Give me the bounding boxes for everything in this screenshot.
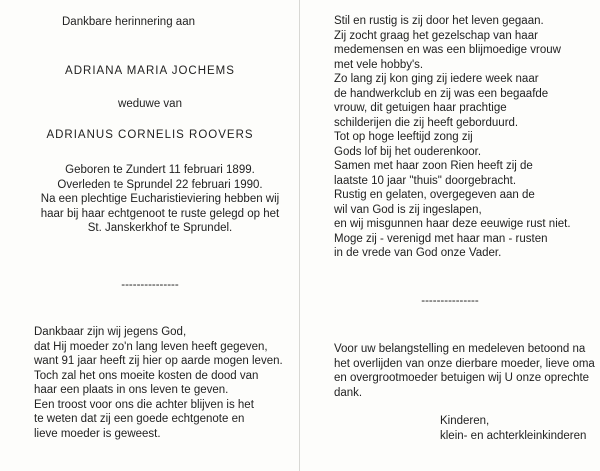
left-divider: --------------- bbox=[121, 279, 179, 291]
intro-text: Dankbare herinnering aan bbox=[62, 16, 195, 28]
verse-line: medemensen en was een blijmoedige vrouw bbox=[334, 44, 561, 56]
verse-line: Samen met haar zoon Rien heeft zij de bbox=[334, 160, 533, 172]
right-divider: --------------- bbox=[421, 295, 479, 307]
signature-line: klein- en achterkleinkinderen bbox=[440, 429, 587, 442]
thanks-block bbox=[334, 342, 595, 400]
verse-line: de handwerkclub en zij was een begaafde bbox=[334, 87, 549, 100]
verse-block bbox=[334, 14, 571, 261]
verse-line: Gods lof bij het ouderenkoor. bbox=[334, 145, 482, 158]
thanks-line: Voor uw belangstelling en medeleven betoond na bbox=[334, 343, 586, 355]
poem-line: Dankbaar zijn wij jegens God, bbox=[34, 326, 187, 338]
widow-of-text: weduwe van bbox=[118, 98, 182, 110]
verse-line: Zij zocht graag het gezelschap van haar bbox=[334, 29, 538, 42]
bio-line: Geboren te Zundert 11 februari 1899. bbox=[65, 164, 255, 176]
verse-line: Moge zij - verenigd met haar man - rusten bbox=[334, 232, 548, 245]
thanks-line: en overgrootmoeder betuigen wij U onze oprechte bbox=[334, 372, 590, 384]
poem-line: Toch zal het ons moeite kosten de dood van bbox=[34, 369, 259, 382]
verse-line: in de vrede van God onze Vader. bbox=[334, 247, 502, 259]
spouse-name: ADRIANUS CORNELIS ROOVERS bbox=[46, 129, 254, 141]
thanks-line: dank. bbox=[334, 386, 363, 399]
bio-line: Overleden te Sprundel 22 februari 1990. bbox=[57, 178, 263, 191]
bio-line: haar bij haar echtgenoot te ruste gelegd op het bbox=[40, 207, 280, 220]
verse-line: wil van God is zij ingeslapen, bbox=[334, 203, 482, 216]
verse-line: schilderijen die zij heeft geborduurd. bbox=[334, 116, 519, 129]
verse-line: Stil en rustig is zij door het leven gegaan. bbox=[334, 15, 544, 27]
verse-line: met vele hobby's. bbox=[334, 58, 424, 71]
bio-line: Na een plechtige Eucharistieviering hebben wij bbox=[40, 193, 280, 205]
poem-line: want 91 jaar heeft zij hier op aarde mogen leven. bbox=[34, 355, 283, 367]
thanks-line: het overlijden van onze dierbare moeder, lieve oma bbox=[334, 357, 595, 370]
verse-line: laatste 10 jaar "thuis" doorgebracht. bbox=[334, 174, 517, 187]
verse-line: vrouw, dit getuigen haar prachtige bbox=[334, 102, 507, 114]
poem-line: dat Hij moeder zo'n lang leven heeft gegeven, bbox=[34, 340, 268, 353]
deceased-name: ADRIANA MARIA JOCHEMS bbox=[65, 65, 235, 77]
bio-line: St. Janskerkhof te Sprundel. bbox=[87, 222, 233, 234]
signature-line: Kinderen, bbox=[440, 415, 490, 427]
verse-line: Zo lang zij kon ging zij iedere week naar bbox=[334, 73, 539, 85]
poem-line: haar een plaats in ons leven te geven. bbox=[34, 384, 229, 396]
bio-block bbox=[30, 163, 290, 236]
poem-line: Een troost voor ons die achter blijven is het bbox=[34, 398, 254, 411]
verse-line: Tot op hoge leeftijd zong zij bbox=[334, 131, 473, 143]
poem-block bbox=[34, 325, 283, 441]
signature-block bbox=[440, 414, 586, 443]
verse-line: en wij misgunnen haar deze eeuwige rust niet. bbox=[334, 218, 571, 230]
poem-line: lieve moeder is geweest. bbox=[34, 427, 161, 440]
verse-line: Rustig en gelaten, overgegeven aan de bbox=[334, 189, 535, 201]
poem-line: te weten dat zij een goede echtgenote en bbox=[34, 413, 245, 425]
